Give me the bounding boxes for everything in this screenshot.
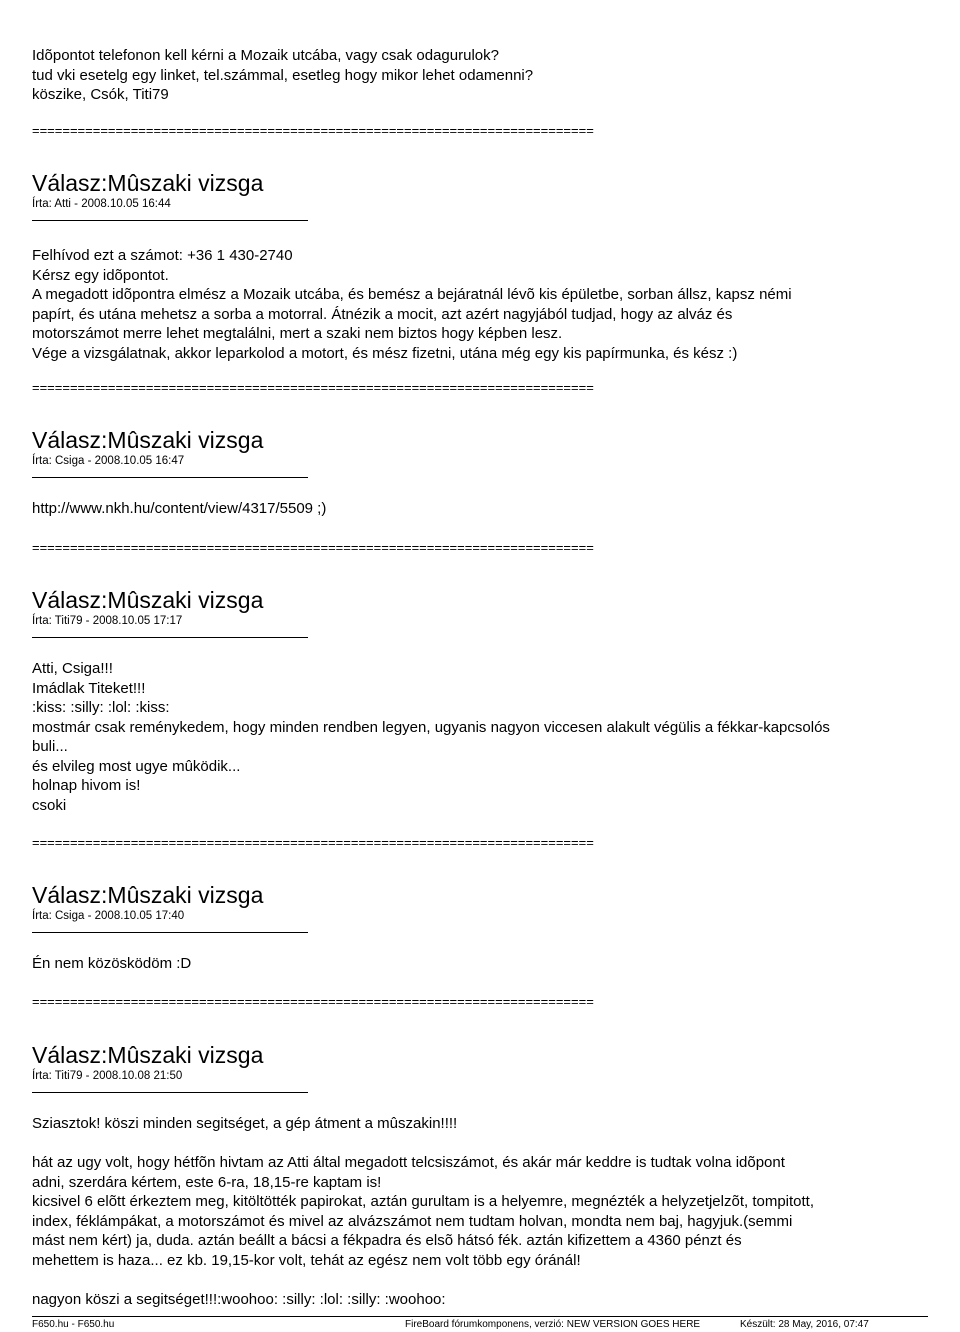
footer-generated: Készült: 28 May, 2016, 07:47 — [740, 1319, 869, 1330]
separator: ========================================================================== — [32, 123, 594, 138]
post-line: Sziasztok! köszi minden segitséget, a gép átment a mûszakin!!!! — [32, 1115, 458, 1132]
post-rule — [32, 477, 308, 478]
post-line: papírt, és utána mehetsz a sorba a motorral. Átnézik a mocit, azt azért nagyjából tudjad, hogy az alváz és — [32, 305, 733, 323]
post-rule — [32, 1092, 308, 1093]
post-body — [32, 246, 932, 363]
post-title: Válasz:Mûszaki vizsga — [32, 427, 264, 453]
post — [32, 427, 932, 519]
post — [32, 170, 932, 363]
separator: ========================================================================== — [32, 835, 594, 850]
post-line — [32, 1270, 932, 1290]
post-line: és elvileg most ugye mûködik... — [32, 757, 241, 775]
page-footer — [0, 1319, 960, 1332]
post-body — [32, 954, 932, 974]
post-line — [32, 1134, 932, 1154]
post — [32, 587, 932, 815]
post-title: Válasz:Mûszaki vizsga — [32, 587, 264, 613]
post-line: Vége a vizsgálatnak, akkor leparkolod a motort, és mész fizetni, utána még egy kis papírmunka, és kész :) — [32, 344, 738, 362]
intro-line: Idõpontot telefonon kell kérni a Mozaik utcába, vagy csak odagurulok? — [32, 47, 499, 64]
post-rule — [32, 637, 308, 638]
post-line: Kérsz egy idõpontot. — [32, 266, 169, 284]
footer-site: F650.hu - F650.hu — [32, 1319, 115, 1330]
footer-credit: FireBoard fórumkomponens, verzió: NEW VERSION GOES HERE — [405, 1319, 701, 1330]
post-line: hát az ugy volt, hogy hétfõn hivtam az Atti által megadott telcsiszámot, és akár már keddre is tudtak volna idõpont — [32, 1154, 785, 1171]
post-meta: Írta: Atti - 2008.10.05 16:44 — [32, 198, 171, 210]
post-line: mehettem is haza... ez kb. 19,15-kor volt, tehát az egész nem volt több egy óránál! — [32, 1251, 581, 1269]
post — [32, 1042, 932, 1309]
post-meta: Írta: Csiga - 2008.10.05 16:47 — [32, 455, 185, 467]
intro-line: köszike, Csók, Titi79 — [32, 86, 169, 103]
post-line: kicsivel 6 elõtt érkeztem meg, kitöltötték papirokat, aztán gurultam is a helyemre, megnézték a helyzetjelzõt, tompitott, — [32, 1193, 815, 1210]
post-body — [32, 659, 932, 815]
separator: ========================================================================== — [32, 380, 594, 395]
post-line: nagyon köszi a segitséget!!!:woohoo: :silly: :lol: :silly: :woohoo: — [32, 1290, 446, 1308]
post-line: Atti, Csiga!!! — [32, 660, 113, 677]
post-body — [32, 1114, 932, 1309]
separator: ========================================================================== — [32, 994, 594, 1009]
post-line: holnap hivom is! — [32, 777, 141, 794]
footer-rule — [32, 1316, 928, 1317]
post-line: motorszámot merre lehet megtalálni, mert a szaki nem biztos hogy képben lesz. — [32, 325, 563, 342]
separator: ========================================================================== — [32, 540, 594, 555]
post-line: Imádlak Titeket!!! — [32, 679, 146, 697]
intro-line: tud vki esetelg egy linket, tel.számmal, esetleg hogy mikor lehet odamenni? — [32, 66, 534, 84]
post-meta: Írta: Titi79 - 2008.10.05 17:17 — [32, 615, 183, 627]
post-line: index, féklámpákat, a motorszámot és mivel az alvázszámot nem tudtam holvan, mondta nem baj, hagyjuk.(semmi — [32, 1212, 793, 1230]
post-meta: Írta: Csiga - 2008.10.05 17:40 — [32, 910, 185, 922]
post-rule — [32, 932, 308, 933]
post-line: mostmár csak reménykedem, hogy minden rendben legyen, ugyanis nagyon viccesen alakult végülis a fékkar-kapcsolós — [32, 718, 830, 736]
post-line: :kiss: :silly: :lol: :kiss: — [32, 699, 170, 716]
post-body — [32, 499, 932, 519]
post-line: A megadott idõpontra elmész a Mozaik utcába, és bemész a bejáratnál lévõ kis épületbe, sorban állsz, kapsz némi — [32, 286, 792, 303]
post-rule — [32, 220, 308, 221]
post-title: Válasz:Mûszaki vizsga — [32, 882, 264, 908]
post-line: csoki — [32, 796, 67, 814]
post-title: Válasz:Mûszaki vizsga — [32, 1042, 264, 1068]
post-line: Felhívod ezt a számot: +36 1 430-2740 — [32, 247, 293, 264]
post-line: mást nem kért) ja, duda. aztán beállt a bácsi a fékpadra és elsõ hátsó fék. aztán kifizettem a 4360 pénzt és — [32, 1232, 742, 1249]
post-line: Én nem közösködöm :D — [32, 955, 192, 972]
post — [32, 882, 932, 974]
post-line: adni, szerdára kértem, este 6-ra, 18,15-re kaptam is! — [32, 1173, 382, 1191]
post-link: http://www.nkh.hu/content/view/4317/5509 ;) — [32, 500, 327, 517]
post-line: buli... — [32, 738, 68, 755]
post-title: Válasz:Mûszaki vizsga — [32, 170, 264, 196]
intro-text — [32, 46, 932, 105]
post-meta: Írta: Titi79 - 2008.10.08 21:50 — [32, 1070, 183, 1082]
